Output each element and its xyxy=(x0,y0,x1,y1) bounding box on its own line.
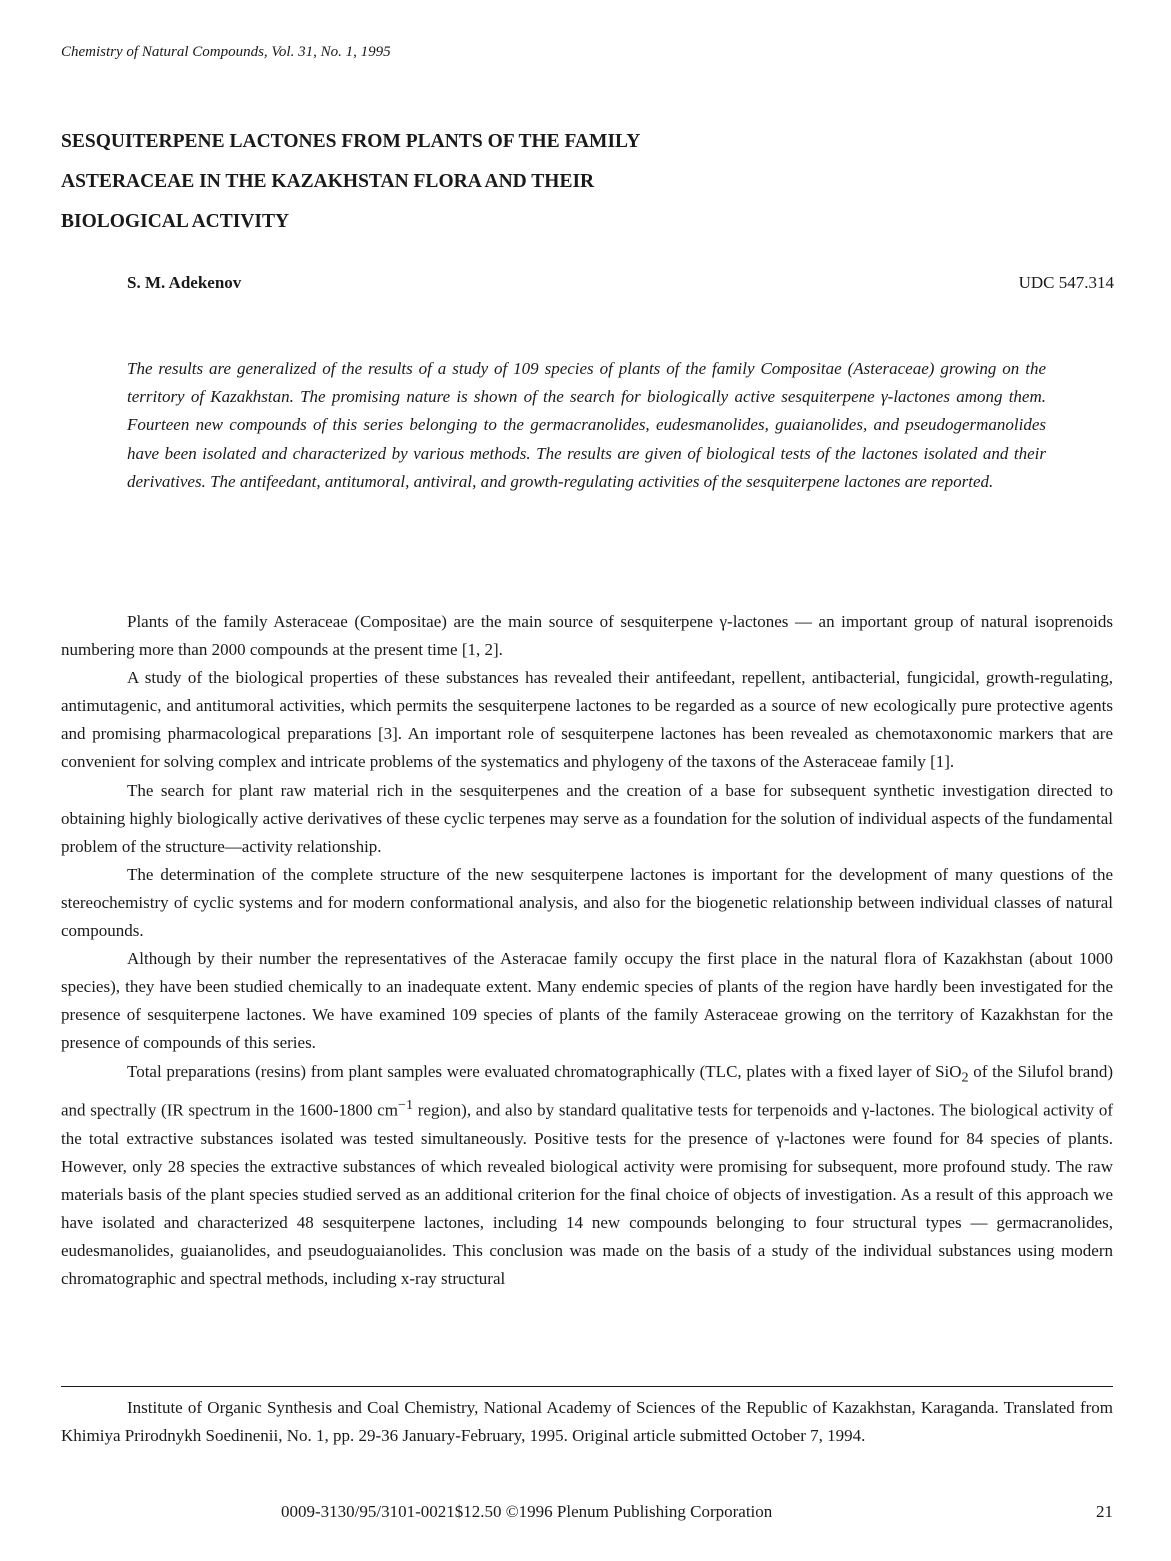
publication-identifier: 0009-3130/95/3101-0021$12.50 ©1996 Plenum Publishing Corporation xyxy=(281,1502,773,1521)
paragraph-text: region), and also by standard qualitative tests for terpenoids and γ-lactones. The biological activity of the total extractive substances isolated was tested simultaneously. Positive tests for the presence of γ-lactones were found for 84 species of plants. However, only 28 species the extractive substances of which revealed biological activity were promising for subsequent, more profound study. The raw materials basis of the plant species studied served as an additional criterion for the final choice of objects of investigation. As a result of this approach we have isolated and characterized 48 sesquiterpene lactones, including 14 new compounds belonging to four structural types — germacranolides, eudesmanolides, guaianolides, and pseudoguaianolides. This conclusion was made on the basis of a study of the individual substances using modern chromatographic and spectral methods, including x-ray structural xyxy=(61,1100,1114,1289)
footnote: Institute of Organic Synthesis and Coal Chemistry, National Academy of Sciences of the Republic of Kazakhstan, Karaganda. Translated from Khimiya Prirodnykh Soedinenii, No. 1, pp. 29-36 January-February, 1995. Original article submitted October 7, 1994. xyxy=(61,1398,1113,1445)
title-line: SESQUITERPENE LACTONES FROM PLANTS OF THE FAMILY xyxy=(61,131,641,152)
page-number: 21 xyxy=(1096,1502,1113,1521)
journal-citation: Chemistry of Natural Compounds, Vol. 31, No. 1, 1995 xyxy=(61,44,391,60)
paragraph-text: Total preparations (resins) from plant samples were evaluated chromatographically (TLC, plates with a fixed layer of SiO xyxy=(127,1061,962,1081)
body-paragraph: The determination of the complete structure of the new sesquiterpene lactones is important for the development of many questions of the stereochemistry of cyclic systems and for modern conformational analysis, and also for the biogenetic relationship between individual classes of natural compounds. xyxy=(61,864,1113,941)
article-body xyxy=(61,608,1113,1293)
paragraph-text: of the Silufol brand) and spectrally (IR spectrum in the 1600-1800 cm xyxy=(61,1061,1114,1120)
udc-code: UDC 547.314 xyxy=(1018,273,1114,292)
body-paragraph: The search for plant raw material rich in the sesquiterpenes and the creation of a base for subsequent synthetic investigation directed to obtaining highly biologically active derivatives of these cyclic terpenes may serve as a foundation for the solution of individual aspects of the fundamental problem of the structure—activity relationship. xyxy=(61,780,1113,856)
body-paragraph: Although by their number the representatives of the Asteracae family occupy the first place in the natural flora of Kazakhstan (about 1000 species), they have been studied chemically to an inadequate extent. Many endemic species of plants of the region have hardly been investigated for the presence of sesquiterpene lactones. We have examined 109 species of plants of the family Asteraceae growing on the territory of Kazakhstan for the presence of compounds of this series. xyxy=(61,949,1113,1053)
subscript: 2 xyxy=(961,1068,969,1085)
author-name: S. M. Adekenov xyxy=(127,273,242,292)
body-paragraph: Plants of the family Asteraceae (Compositae) are the main source of sesquiterpene γ-lactones — an important group of natural isoprenoids numbering more than 2000 compounds at the present time [1, 2]. xyxy=(61,612,1113,660)
footnote-divider xyxy=(61,1386,1113,1387)
title-line: ASTERACEAE IN THE KAZAKHSTAN FLORA AND THEIR xyxy=(61,171,595,192)
body-paragraph xyxy=(61,1058,1113,1294)
body-paragraph: A study of the biological properties of these substances has revealed their antifeedant, repellent, antibacterial, fungicidal, growth-regulating, antimutagenic, and antitumoral activities, which permits the sesquiterpene lactones to be regarded as a source of new ecologically pure protective agents and promising pharmacological preparations [3]. An important role of sesquiterpene lactones has been revealed as chemotaxonomic markers that are convenient for solving complex and intricate problems of the systematics and phylogeny of the taxons of the Asteraceae family [1]. xyxy=(61,668,1113,772)
article-title xyxy=(61,122,961,242)
abstract: The results are generalized of the results of a study of 109 species of plants of the family Compositae (Asteraceae) growing on the territory of Kazakhstan. The promising nature is shown of the search for biologically active sesquiterpene γ-lactones among them. Fourteen new compounds of this series belonging to the germacranolides, eudesmanolides, guaianolides, and pseudogermanolides have been isolated and characterized by various methods. The results are given of biological tests of the lactones isolated and their derivatives. The antifeedant, antitumoral, antiviral, and growth-regulating activities of the sesquiterpene lactones are reported. xyxy=(127,359,1046,491)
superscript: −1 xyxy=(397,1096,414,1113)
title-line: BIOLOGICAL ACTIVITY xyxy=(61,211,290,232)
